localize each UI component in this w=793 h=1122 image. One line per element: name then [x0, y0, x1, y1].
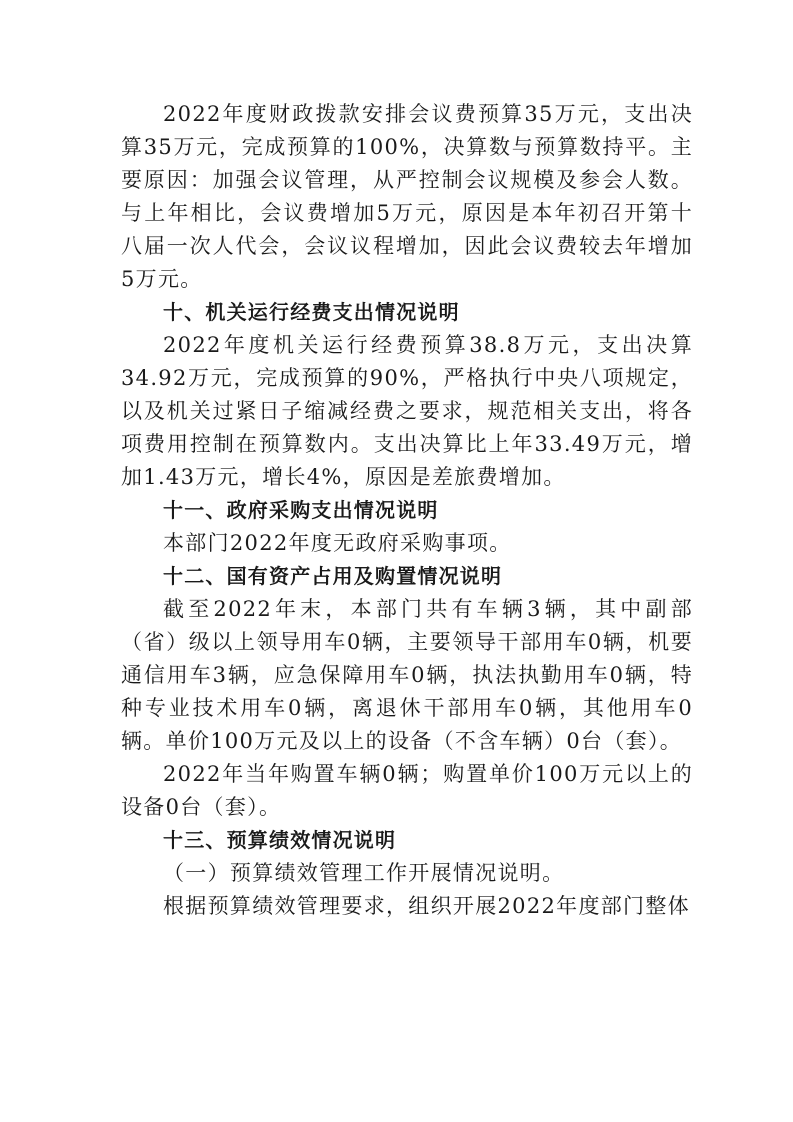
paragraph-performance: 根据预算绩效管理要求，组织开展2022年度部门整体	[163, 894, 690, 918]
paragraph-operating-expenses: 2022年度机关运行经费预算38.8万元，支出决算34.92万元，完成预算的90%，严格执行中央八项规定，以及机关过紧日子缩减经费之要求，规范相关支出，将各项费用控制在预算数内。支出决算比上年33.49万元，增加1.43万元，增长4%，原因是差旅费增加。	[121, 333, 693, 489]
paragraph-purchases: 2022年当年购置车辆0辆；购置单价100万元以上的设备0台（套）。	[121, 762, 693, 819]
paragraph-procurement: 本部门2022年度无政府采购事项。	[163, 531, 512, 555]
paragraph-vehicles: 截至2022年末，本部门共有车辆3辆，其中副部（省）级以上领导用车0辆，主要领导干部用车0辆，机要通信用车3辆，应急保障用车0辆，执法执勤用车0辆，特种专业技术用车0辆，离退休干部用车0辆，其他用车0辆。单价100万元及以上的设备（不含车辆）0台（套）。	[121, 597, 693, 753]
subsection-heading-1: （一）预算绩效管理工作开展情况说明。	[163, 861, 565, 885]
section-heading-10: 十、机关运行经费支出情况说明	[163, 300, 460, 324]
section-heading-11: 十一、政府采购支出情况说明	[163, 498, 439, 522]
section-heading-13: 十三、预算绩效情况说明	[163, 828, 397, 852]
paragraph-meeting-expenses: 2022年度财政拨款安排会议费预算35万元，支出决算35万元，完成预算的100%，决算数与预算数持平。主要原因：加强会议管理，从严控制会议规模及参会人数。与上年相比，会议费增加5万元，原因是本年初召开第十八届一次人代会，会议议程增加，因此会议费较去年增加5万元。	[121, 102, 693, 291]
section-heading-12: 十二、国有资产占用及购置情况说明	[163, 564, 503, 588]
